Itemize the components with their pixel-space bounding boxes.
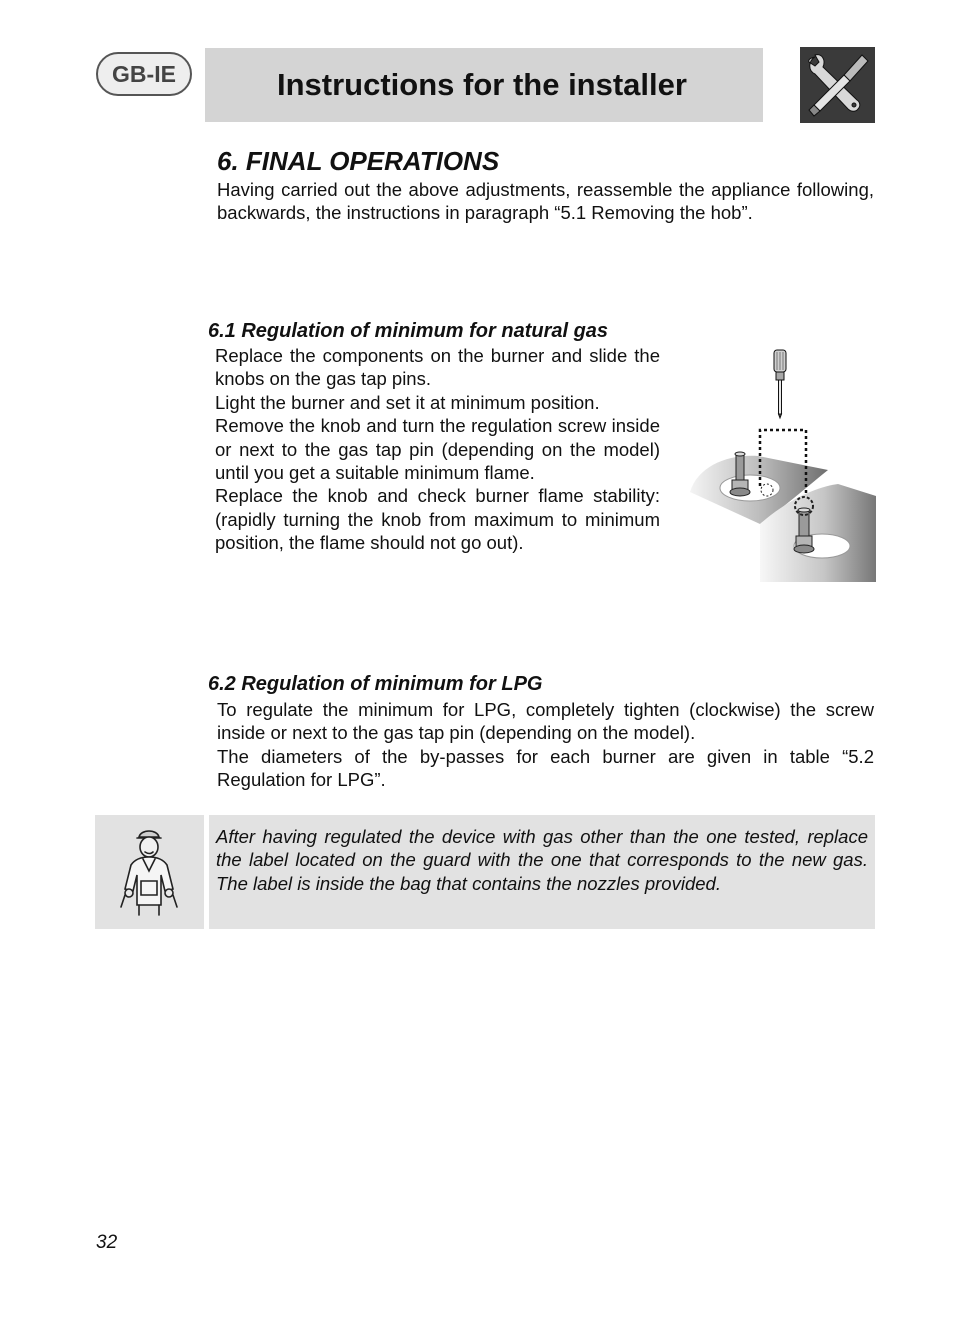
screwdriver-gas-tap-illustration [688,346,876,582]
page-title: Instructions for the installer [277,67,687,102]
paragraph: Replace the knob and check burner flame stability: (rapidly turning the knob from maximum to minimum position, the flame should not go out). [215,485,660,554]
tools-icon [800,47,875,123]
paragraph: Remove the knob and turn the regulation screw inside or next to the gas tap pin (depending on the model) until you get a suitable minimum flame. [215,415,660,484]
header-bar [205,48,763,122]
section-6-1-heading: 6.1 Regulation of minimum for natural gas [208,320,609,342]
section-6-2-heading: 6.2 Regulation of minimum for LPG [208,673,543,695]
paragraph: Replace the components on the burner and slide the knobs on the gas tap pins. [215,345,660,390]
note-text: After having regulated the device with gas other than the one tested, replace the label located on the guard with the one that corresponds to the new gas. The label is inside the bag that contains the nozzles provided. [216,826,868,894]
note-box [209,815,875,929]
section-6-2-text [217,698,874,792]
language-badge: GB-IE [96,52,192,96]
section-6-1-text [215,344,660,555]
section-6-heading: 6. FINAL OPERATIONS [217,146,500,176]
technician-icon [95,815,204,929]
paragraph: To regulate the minimum for LPG, completely tighten (clockwise) the screw inside or next to the gas tap pin (depending on the model). [217,699,874,744]
paragraph: The diameters of the by-passes for each burner are given in table “5.2 Regulation for LPG”. [217,745,874,791]
section-6-text: Having carried out the above adjustments, reassemble the appliance following, backwards, the instructions in paragraph “5.1 Removing the hob”. [217,179,874,224]
page-number: 32 [96,1232,118,1253]
paragraph: Light the burner and set it at minimum position. [215,391,600,413]
